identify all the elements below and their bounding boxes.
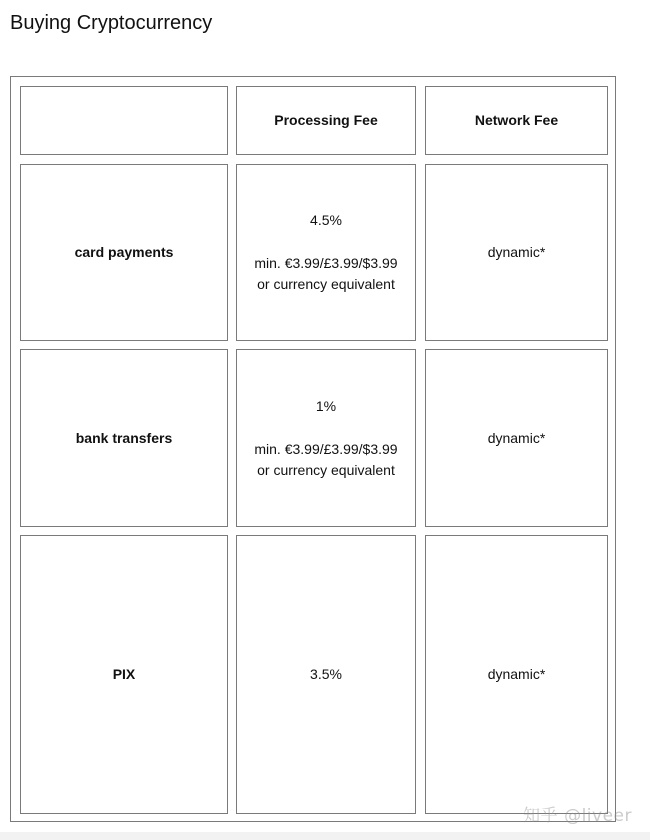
processing-fee-min-line2: or currency equivalent [257, 461, 395, 478]
processing-fee-rate: 4.5% [310, 212, 342, 228]
row-card-payments-method [20, 164, 228, 341]
header-empty-cell [20, 86, 228, 155]
page-title: Buying Cryptocurrency [10, 12, 213, 34]
row-card-payments-network-fee [425, 164, 608, 341]
fee-table [10, 76, 616, 822]
header-network-fee-label: Network Fee [474, 112, 559, 128]
processing-fee-min-line1: min. €3.99/£3.99/$3.99 [254, 255, 398, 271]
row-bank-transfers-processing-fee [236, 349, 416, 527]
method-label: PIX [112, 666, 136, 682]
row-pix-method [20, 535, 228, 814]
bottom-strip [0, 832, 650, 840]
row-bank-transfers-method [20, 349, 228, 527]
watermark: 知乎 @liveer [523, 806, 632, 826]
method-label: bank transfers [75, 429, 173, 446]
processing-fee-rate: 3.5% [310, 666, 342, 682]
method-label: card payments [74, 244, 174, 260]
network-fee-value: dynamic* [487, 429, 546, 446]
processing-fee-min-line2: or currency equivalent [257, 276, 395, 292]
header-network-fee [425, 86, 608, 155]
network-fee-value: dynamic* [487, 666, 546, 682]
processing-fee-rate: 1% [315, 397, 337, 414]
header-processing-fee-label: Processing Fee [274, 112, 378, 128]
row-pix-processing-fee [236, 535, 416, 814]
row-pix-network-fee [425, 535, 608, 814]
header-processing-fee [236, 86, 416, 155]
network-fee-value: dynamic* [487, 244, 546, 260]
row-bank-transfers-network-fee [425, 349, 608, 527]
row-card-payments-processing-fee [236, 164, 416, 341]
processing-fee-min-line1: min. €3.99/£3.99/$3.99 [254, 440, 398, 457]
